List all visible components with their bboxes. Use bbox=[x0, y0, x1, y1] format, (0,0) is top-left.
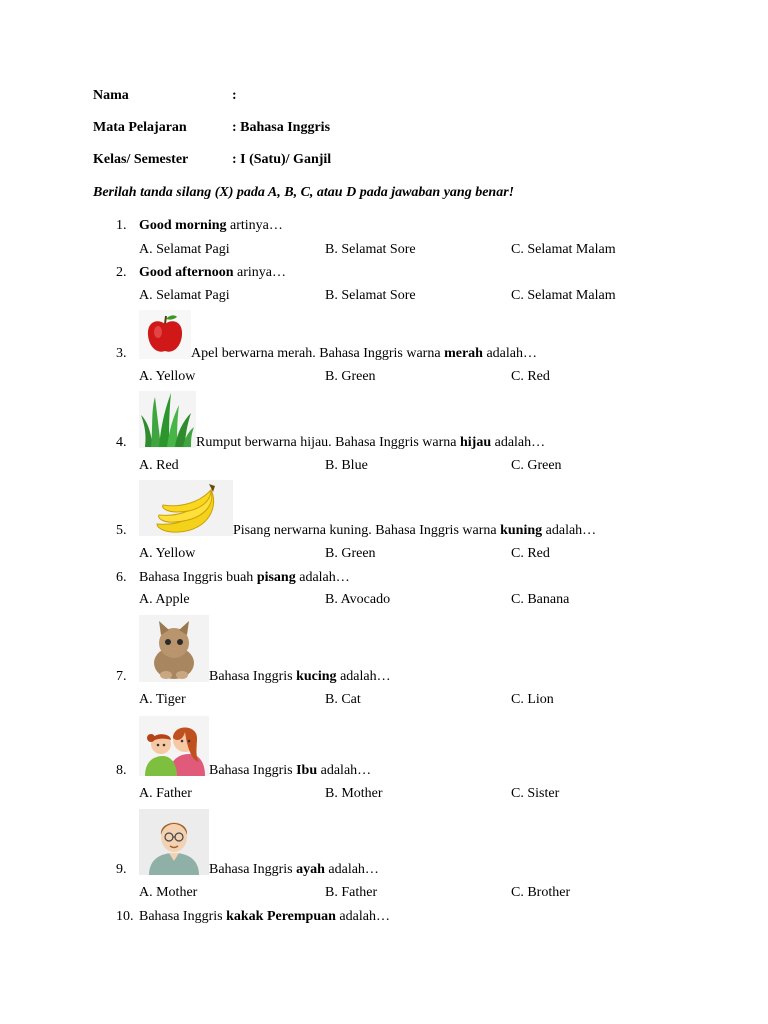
question-4 bbox=[116, 435, 545, 451]
question-number: 4. bbox=[116, 435, 127, 450]
question-6 bbox=[116, 570, 350, 586]
option-c[interactable]: C. Brother bbox=[511, 885, 571, 900]
option-b[interactable]: B. Selamat Sore bbox=[325, 242, 416, 257]
question-number: 1. bbox=[116, 218, 127, 233]
question-keyword: kuning bbox=[500, 523, 543, 538]
question-5 bbox=[116, 523, 596, 539]
question-text-post: adalah… bbox=[335, 909, 390, 924]
option-c[interactable]: C. Sister bbox=[511, 786, 560, 801]
question-keyword: Good afternoon bbox=[139, 265, 234, 280]
option-b[interactable]: B. Avocado bbox=[325, 592, 391, 607]
question-number: 5. bbox=[116, 523, 127, 538]
instruction: Berilah tanda silang (X) pada A, B, C, atau D pada jawaban yang benar! bbox=[93, 185, 515, 200]
question-number: 9. bbox=[116, 862, 127, 877]
question-9 bbox=[116, 862, 379, 878]
question-text-post: adalah… bbox=[491, 435, 546, 450]
question-text-post: adalah… bbox=[336, 669, 391, 684]
question-text-pre: Bahasa Inggris bbox=[139, 909, 227, 924]
question-keyword: kakak Perempuan bbox=[226, 909, 336, 924]
question-text-post: adalah… bbox=[482, 346, 537, 361]
option-c[interactable]: C. Lion bbox=[511, 692, 554, 707]
option-b[interactable]: B. Green bbox=[325, 546, 376, 561]
option-c[interactable]: C. Red bbox=[511, 546, 550, 561]
option-c[interactable]: C. Selamat Malam bbox=[511, 242, 616, 257]
option-a[interactable]: A. Father bbox=[139, 786, 192, 801]
question-number: 3. bbox=[116, 346, 127, 361]
question-text-post: adalah… bbox=[295, 570, 350, 585]
question-keyword: merah bbox=[444, 346, 483, 361]
name-label: Nama bbox=[93, 88, 129, 103]
option-a[interactable]: A. Mother bbox=[139, 885, 198, 900]
question-text-post: adalah… bbox=[324, 862, 379, 877]
question-keyword: ayah bbox=[296, 862, 325, 877]
question-keyword: Good morning bbox=[139, 218, 227, 233]
question-8 bbox=[116, 763, 371, 779]
question-10 bbox=[116, 909, 390, 925]
question-text-pre: Rumput berwarna hijau. Bahasa Inggris warna bbox=[196, 435, 460, 450]
question-number: 8. bbox=[116, 763, 127, 778]
option-a[interactable]: A. Selamat Pagi bbox=[139, 288, 230, 303]
question-text-post: adalah… bbox=[317, 763, 372, 778]
question-keyword: Ibu bbox=[296, 763, 318, 778]
option-c[interactable]: C. Green bbox=[511, 458, 562, 473]
option-c[interactable]: C. Banana bbox=[511, 592, 570, 607]
question-number: 2. bbox=[116, 265, 127, 280]
question-text-post: adalah… bbox=[542, 523, 597, 538]
option-b[interactable]: B. Mother bbox=[325, 786, 383, 801]
question-keyword: pisang bbox=[256, 570, 296, 585]
question-number: 7. bbox=[116, 669, 127, 684]
question-text-pre: Bahasa Inggris bbox=[209, 862, 297, 877]
option-c[interactable]: C. Selamat Malam bbox=[511, 288, 616, 303]
option-b[interactable]: B. Green bbox=[325, 369, 376, 384]
question-1 bbox=[116, 218, 283, 234]
option-b[interactable]: B. Blue bbox=[325, 458, 368, 473]
class-value: : I (Satu)/ Ganjil bbox=[232, 152, 332, 167]
option-a[interactable]: A. Selamat Pagi bbox=[139, 242, 230, 257]
question-3 bbox=[116, 346, 537, 362]
name-row bbox=[93, 88, 237, 104]
class-label: Kelas/ Semester bbox=[93, 152, 189, 167]
question-text-pre: Pisang nerwarna kuning. Bahasa Inggris warna bbox=[233, 523, 501, 538]
option-a[interactable]: A. Red bbox=[139, 458, 179, 473]
question-number: 10. bbox=[116, 909, 134, 924]
option-a[interactable]: A. Yellow bbox=[139, 369, 196, 384]
question-keyword: kucing bbox=[296, 669, 337, 684]
question-text-pre: Apel berwarna merah. Bahasa Inggris warna bbox=[191, 346, 445, 361]
option-b[interactable]: B. Cat bbox=[325, 692, 361, 707]
question-keyword: hijau bbox=[459, 435, 492, 450]
option-a[interactable]: A. Tiger bbox=[139, 692, 186, 707]
question-text-post: arinya… bbox=[233, 265, 286, 280]
option-b[interactable]: B. Selamat Sore bbox=[325, 288, 416, 303]
question-number: 6. bbox=[116, 570, 127, 585]
question-text-pre: Bahasa Inggris buah bbox=[139, 570, 257, 585]
option-a[interactable]: A. Yellow bbox=[139, 546, 196, 561]
subject-row bbox=[93, 120, 331, 136]
subject-value: : Bahasa Inggris bbox=[232, 120, 331, 135]
question-text-pre: Bahasa Inggris bbox=[209, 669, 297, 684]
option-c[interactable]: C. Red bbox=[511, 369, 550, 384]
option-b[interactable]: B. Father bbox=[325, 885, 378, 900]
subject-label: Mata Pelajaran bbox=[93, 120, 187, 135]
question-text-pre: Bahasa Inggris bbox=[209, 763, 297, 778]
question-2 bbox=[116, 265, 286, 281]
option-a[interactable]: A. Apple bbox=[139, 592, 190, 607]
name-value: : bbox=[232, 88, 237, 103]
question-7 bbox=[116, 669, 391, 685]
question-text-post: artinya… bbox=[226, 218, 283, 233]
class-row bbox=[93, 152, 332, 168]
